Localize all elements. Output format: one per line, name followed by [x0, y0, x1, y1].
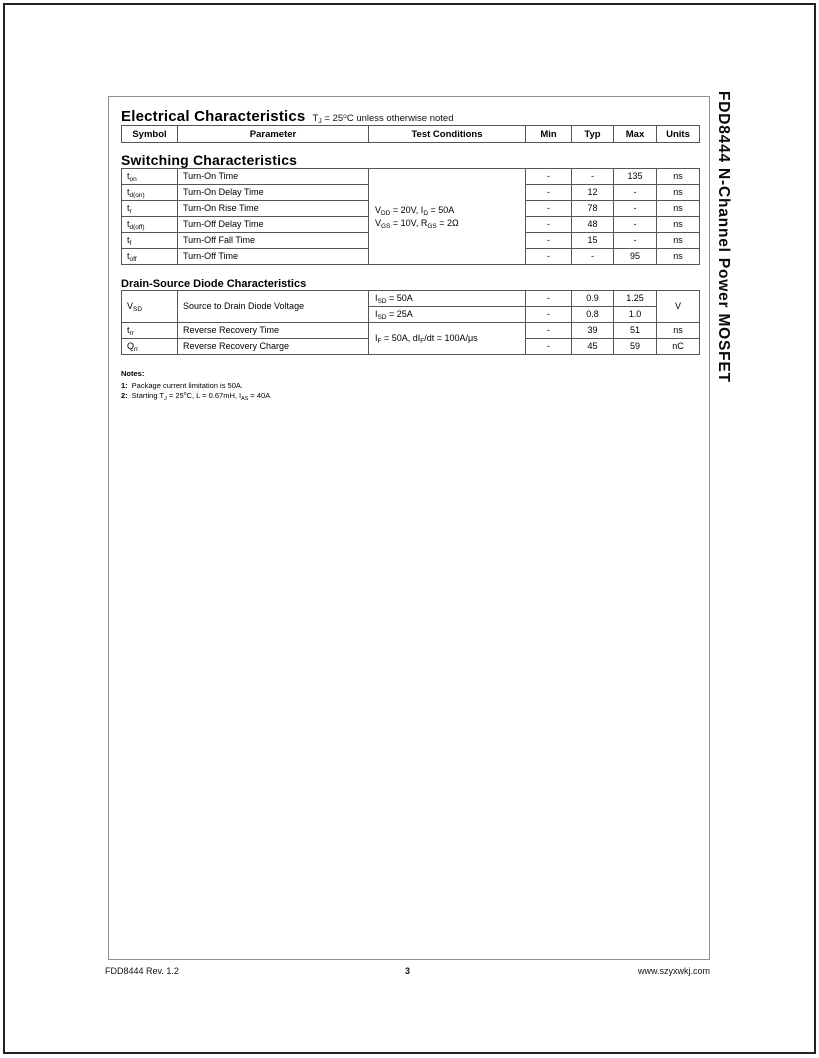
- notes-label: Notes:: [121, 369, 145, 378]
- table-row: [122, 169, 700, 185]
- col-header-units: Units: [657, 126, 700, 143]
- max-cell: -: [614, 217, 657, 233]
- symbol-cell: $Q_{rr}$: [122, 339, 178, 355]
- col-header-min: Min: [526, 126, 572, 143]
- symbol-cell: $t_{d(on)}$: [122, 185, 178, 201]
- units-cell: ns: [657, 323, 700, 339]
- typ-cell: -: [572, 169, 614, 185]
- min-cell: -: [526, 323, 572, 339]
- page-number: 3: [404, 966, 410, 976]
- column-header-table: [121, 125, 700, 143]
- units-cell: ns: [657, 201, 700, 217]
- page-footer: [105, 966, 710, 980]
- table-header-row: [122, 126, 700, 143]
- parameter-cell: Turn-Off Fall Time: [178, 233, 369, 249]
- note-number: 2:: [121, 390, 128, 400]
- max-cell: 135: [614, 169, 657, 185]
- diode-characteristics-heading: Drain-Source Diode Characteristics: [121, 278, 307, 290]
- test-condition-line: $V_{DD} = 20V$, $I_D = 50A$: [375, 204, 455, 217]
- typ-cell: -: [572, 249, 614, 265]
- section-title: Electrical Characteristics: [121, 108, 306, 125]
- max-cell: 1.0: [614, 307, 657, 323]
- test-conditions-cell: [369, 169, 526, 265]
- col-header-test-conditions: Test Conditions: [369, 126, 526, 143]
- typ-cell: 48: [572, 217, 614, 233]
- diode-characteristics-table: [121, 290, 700, 355]
- parameter-cell: Turn-On Delay Time: [178, 185, 369, 201]
- col-header-parameter: Parameter: [178, 126, 369, 143]
- parameter-cell: Turn-Off Time: [178, 249, 369, 265]
- parameter-cell: Turn-On Time: [178, 169, 369, 185]
- min-cell: -: [526, 307, 572, 323]
- max-cell: 59: [614, 339, 657, 355]
- notes-section: [121, 369, 697, 400]
- col-header-symbol: Symbol: [122, 126, 178, 143]
- note-item: [121, 391, 697, 401]
- symbol-cell: $t_r$: [122, 201, 178, 217]
- parameter-cell: Source to Drain Diode Voltage: [178, 291, 369, 323]
- symbol-cell: $t_{off}$: [122, 249, 178, 265]
- table-row: [122, 323, 700, 339]
- switching-characteristics-table: [121, 168, 700, 265]
- note-item: [121, 381, 697, 391]
- note-text: Package current limitation is 50A.: [131, 381, 243, 390]
- typ-cell: 15: [572, 233, 614, 249]
- electrical-characteristics-header: [121, 108, 697, 125]
- min-cell: -: [526, 185, 572, 201]
- max-cell: -: [614, 201, 657, 217]
- test-conditions-cell: $I_{SD} = 50A$: [369, 291, 526, 307]
- typ-cell: 0.9: [572, 291, 614, 307]
- footer-website: www.szyxwkj.com: [637, 966, 710, 976]
- min-cell: -: [526, 201, 572, 217]
- test-conditions-cell: $I_{SD} = 25A$: [369, 307, 526, 323]
- col-header-typ: Typ: [572, 126, 614, 143]
- col-header-max: Max: [614, 126, 657, 143]
- units-cell: ns: [657, 233, 700, 249]
- symbol-cell: $t_f$: [122, 233, 178, 249]
- symbol-cell: $V_{SD}$: [122, 291, 178, 323]
- units-cell: ns: [657, 169, 700, 185]
- min-cell: -: [526, 291, 572, 307]
- symbol-cell: $t_{rr}$: [122, 323, 178, 339]
- note-number: 1:: [121, 381, 128, 390]
- switching-characteristics-heading: Switching Characteristics: [121, 152, 298, 168]
- max-cell: -: [614, 185, 657, 201]
- footer-revision: FDD8444 Rev. 1.2: [105, 966, 179, 976]
- units-cell: V: [657, 291, 700, 323]
- parameter-cell: Turn-On Rise Time: [178, 201, 369, 217]
- test-conditions-cell: $I_F = 50A$, $dI_F/dt = 100A/\mu s$: [369, 323, 526, 355]
- typ-cell: 45: [572, 339, 614, 355]
- min-cell: -: [526, 233, 572, 249]
- table-row: [122, 291, 700, 307]
- units-cell: ns: [657, 249, 700, 265]
- section-subtitle: $T_J = 25^oC$ unless otherwise noted: [312, 113, 454, 125]
- units-cell: ns: [657, 217, 700, 233]
- symbol-cell: $t_{d(off)}$: [122, 217, 178, 233]
- content-box: [108, 96, 710, 960]
- parameter-cell: Turn-Off Delay Time: [178, 217, 369, 233]
- min-cell: -: [526, 249, 572, 265]
- typ-cell: 78: [572, 201, 614, 217]
- min-cell: -: [526, 217, 572, 233]
- units-cell: nC: [657, 339, 700, 355]
- max-cell: 51: [614, 323, 657, 339]
- max-cell: 95: [614, 249, 657, 265]
- parameter-cell: Reverse Recovery Time: [178, 323, 369, 339]
- vertical-part-title: FDD8444 N-Channel Power MOSFET: [715, 91, 732, 383]
- typ-cell: 0.8: [572, 307, 614, 323]
- parameter-cell: Reverse Recovery Charge: [178, 339, 369, 355]
- min-cell: -: [526, 169, 572, 185]
- symbol-cell: $t_{on}$: [122, 169, 178, 185]
- max-cell: -: [614, 233, 657, 249]
- units-cell: ns: [657, 185, 700, 201]
- min-cell: -: [526, 339, 572, 355]
- max-cell: 1.25: [614, 291, 657, 307]
- note-text: Starting $T_J = 25^oC$, L = 0.67mH, $I_{AS} = 40A$: [131, 390, 271, 402]
- test-condition-line: $V_{GS} = 10V$, $R_{GS} = 2\Omega$: [375, 217, 459, 230]
- typ-cell: 39: [572, 323, 614, 339]
- typ-cell: 12: [572, 185, 614, 201]
